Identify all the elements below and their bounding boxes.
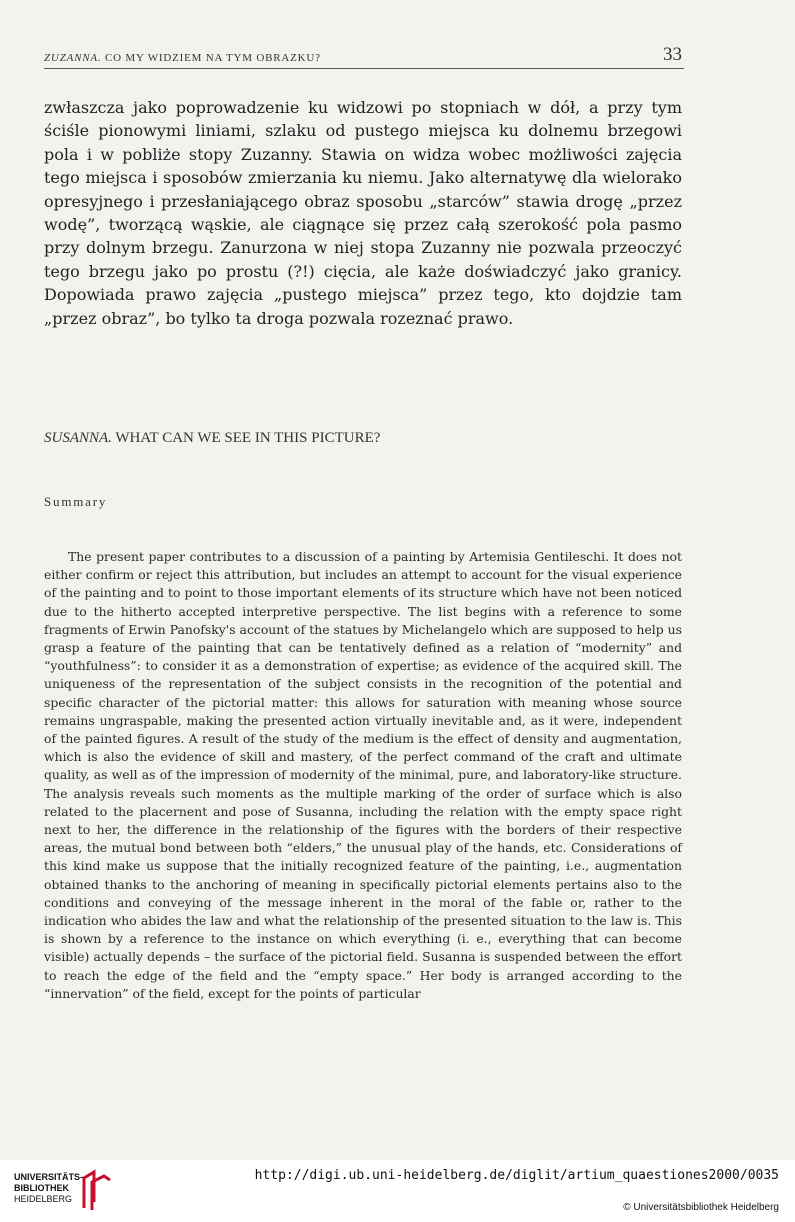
summary-heading: Summary: [44, 494, 108, 509]
running-header-title: [44, 52, 321, 64]
body-paragraph: zwłaszcza jako poprowadzenie ku widzowi po stopniach w dół, a przy tym ściśle pionowymi liniami, szlaku od pustego miejsca ku dolnemu brzegowi pola i w pobliże stopy Zuzanny. Stawia on widza wobec możliwości zajęcia tego miejsca i sposobów zmierzania ku niemu. Jako alternatywę dla wielorako opresyjnego i przesłaniającego obraz sposobu „starców” stawia drogę „przez wodę”, tworzącą wąskie, ale ciągnące się przez całą szerokość pola pasmo przy dolnym brzegu. Zanurzona w niej stopa Zuzanny nie pozwala przeoczyć tego brzegu jako po prostu (?!) cięcia, ale każe doświadczyć jako granicy. Dopowiada prawo zajęcia „pustego miejsca” przez tego, kto dojdzie tam „przez obraz”, bo tylko ta droga pozwala rozeznać prawo.: [44, 98, 682, 328]
library-name-line3: HEIDELBERG: [14, 1194, 73, 1204]
digital-library-link[interactable]: http://digi.ub.uni-heidelberg.de/diglit/artium_quaestiones2000/0035: [254, 1168, 779, 1183]
library-name-line1: UNIVERSITÄTS-: [14, 1172, 84, 1182]
footer: [0, 1160, 795, 1222]
running-header-title-rest: CO MY WIDZIEM NA TYM OBRAZKU?: [101, 52, 321, 64]
library-name: [14, 1172, 83, 1205]
running-header-title-italic: ZUZANNA.: [44, 52, 102, 64]
section-title-rest: WHAT CAN WE SEE IN THIS PICTURE?: [111, 430, 381, 446]
copyright-notice: © Universitätsbibliothek Heidelberg: [623, 1202, 779, 1213]
page-number: 33: [663, 44, 682, 65]
running-header: [44, 44, 684, 69]
summary-section-title: [44, 430, 380, 447]
library-name-line2: BIBLIOTHEK: [14, 1183, 69, 1193]
section-title-italic: SUSANNA.: [44, 430, 112, 446]
library-logo-icon: [80, 1168, 114, 1212]
abstract-paragraph: The present paper contributes to a discussion of a painting by Artemisia Gentileschi. It does not either confirm or reject this attribution, but includes an attempt to account for the visual experience of the painting and to point to those important elements of its structure which have not been noticed due to the hitherto accepted interpretive perspective. The list begins with a reference to some fragments of Erwin Panofsky's account of the statues by Michelangelo which are supposed to help us grasp a feature of the painting that can be tentatively defined as a relation of “modernity” and “youthfulness”: to consider it as a demonstration of expertise; as evidence of the acquired skill. The uniqueness of the representation of the subject consists in the recognition of the potential and specific character of the pictorial matter: this allows for saturation with meaning whose source remains ungraspable, making the presented action virtually inevitable and, as it were, independent of the painted figures. A result of the study of the medium is the effect of density and augmentation, which is also the evidence of skill and mastery, of the perfect command of the craft and ultimate quality, as well as of the impression of modernity of the minimal, pure, and laboratory-like structure. The analysis reveals such moments as the multiple marking of the order of surface which is also related to the placernent and pose of Susanna, including the relation with the empty space right next to her, the difference in the relationship of the figures with the borders of their respective areas, the mutual bond between both “elders,” the unusual play of the hands, etc. Considerations of this kind make us suppose that the initially recognized feature of the painting, i.e., augmentation obtained thanks to the anchoring of meaning in specifically pictorial elements pertains also to the conditions and conveying of the message inherent in the moral of the fable or, rather to the indication who abides the law and what the relationship of the presented situation to the law is. This is shown by a reference to the instance on which everything (i. e., everything that can become visible) actually depends – the surface of the pictorial field. Susanna is suspended between the effort to reach the edge of the field and the “empty space.” Her body is arranged according to the “innervation” of the field, except for the points of particular: [44, 549, 682, 1001]
